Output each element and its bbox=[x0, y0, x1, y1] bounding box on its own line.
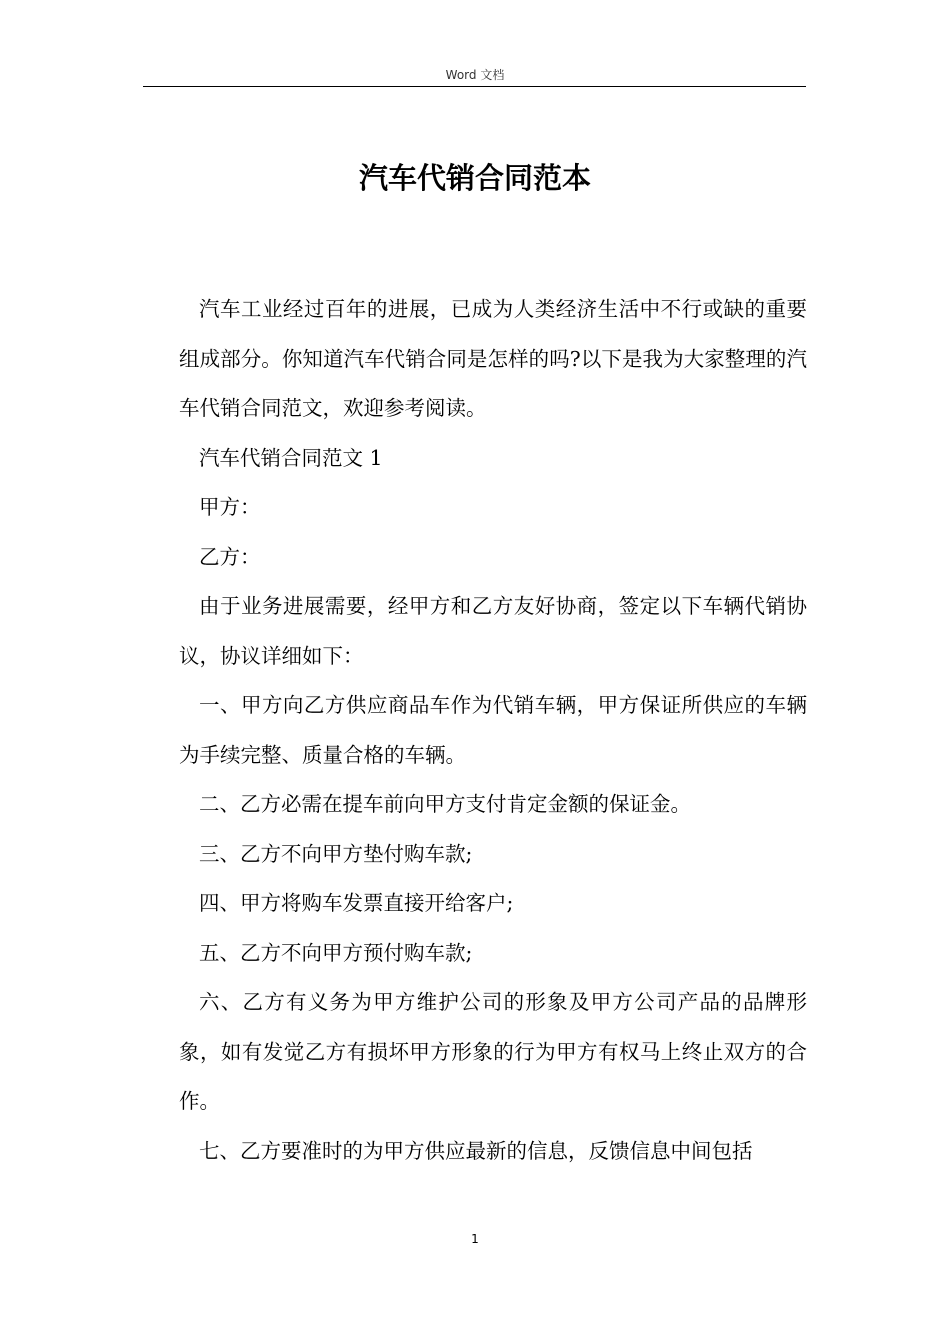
paragraph-clause-2: 二、乙方必需在提车前向甲方支付肯定金额的保证金。 bbox=[199, 792, 691, 816]
document-title: 汽车代销合同范本 bbox=[358, 161, 591, 195]
paragraph-clause-7: 七、乙方要准时的为甲方供应最新的信息，反馈信息中间包括 bbox=[199, 1138, 753, 1163]
paragraph-party-a: 甲方： bbox=[199, 495, 261, 519]
paragraph-clause-1: 一、甲方向乙方供应商品车作为代销车辆，甲方保证所供应的车辆为手续完整、质量合格的车辆。 bbox=[179, 693, 807, 767]
paragraph-clause-6: 六、乙方有义务为甲方维护公司的形象及甲方公司产品的品牌形象，如有发觉乙方有损坏甲方形象的行为甲方有权马上终止双方的合作。 bbox=[179, 990, 807, 1113]
document-body bbox=[179, 285, 807, 1176]
paragraph-clause-3: 三、乙方不向甲方垫付购车款; bbox=[199, 841, 473, 866]
paragraph-clause-5: 五、乙方不向甲方预付购车款; bbox=[199, 940, 473, 965]
paragraph-party-b: 乙方： bbox=[199, 544, 261, 569]
page-number: 1 bbox=[471, 1232, 479, 1246]
paragraph-section-heading: 汽车代销合同范文 1 bbox=[199, 445, 383, 470]
paragraph-clause-4: 四、甲方将购车发票直接开给客户; bbox=[199, 891, 514, 915]
header-divider bbox=[143, 86, 806, 87]
page-header: Word 文档 bbox=[445, 68, 505, 82]
paragraph-intro: 汽车工业经过百年的进展，已成为人类经济生活中不行或缺的重要组成部分。你知道汽车代销合同是怎样的吗?以下是我为大家整理的汽车代销合同范文，欢迎参考阅读。 bbox=[179, 297, 807, 420]
paragraph-preamble: 由于业务进展需要，经甲方和乙方友好协商，签定以下车辆代销协议，协议详细如下： bbox=[179, 594, 807, 668]
